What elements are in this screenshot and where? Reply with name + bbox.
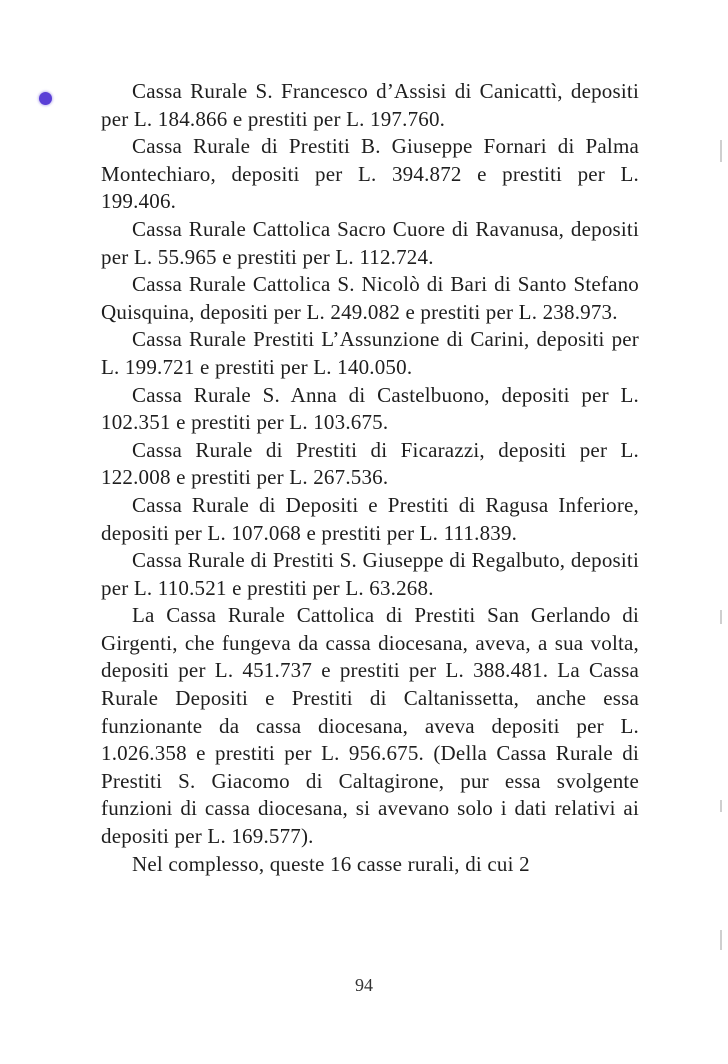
paragraph-ragusa-inferiore: Cassa Rurale di Depositi e Prestiti di Ragusa Inferiore, depositi per L. 107.068 e prestiti per L. 111.839. bbox=[101, 492, 639, 545]
page-edge-mark bbox=[720, 140, 722, 162]
paragraph-carini: Cassa Rurale Prestiti L’Assunzione di Carini, depositi per L. 199.721 e prestiti per L. 140.050. bbox=[101, 327, 639, 379]
paragraph-nel-complesso: Nel complesso, queste 16 casse rurali, di cui 2 bbox=[132, 851, 530, 876]
paragraph-canicatti: Cassa Rurale S. Francesco d’Assisi di Canicattì, depositi per L. 184.866 e prestiti per L. 197.760. bbox=[101, 79, 639, 131]
paragraph-castelbuono: Cassa Rurale S. Anna di Castelbuono, depositi per L. 102.351 e prestiti per L. 103.675. bbox=[101, 382, 639, 435]
body-text bbox=[101, 78, 639, 878]
margin-dot-marker bbox=[39, 92, 52, 105]
paragraph-ravanusa: Cassa Rurale Cattolica Sacro Cuore di Ravanusa, depositi per L. 55.965 e prestiti per L. 112.724. bbox=[101, 216, 639, 269]
paragraph-palma-montechiaro: Cassa Rurale di Prestiti B. Giuseppe Fornari di Palma Montechiaro, depositi per L. 394.872 e prestiti per L. 199.406. bbox=[101, 134, 639, 214]
paragraph-regalbuto: Cassa Rurale di Prestiti S. Giuseppe di Regalbuto, depositi per L. 110.521 e prestiti per L. 63.268. bbox=[101, 548, 639, 600]
page-edge-mark bbox=[720, 800, 722, 812]
paragraph-casse-diocesane: La Cassa Rurale Cattolica di Prestiti San Gerlando di Girgenti, che fungeva da cassa diocesana, aveva, a sua volta, depositi per L. 451.737 e prestiti per L. 388.481. La Cassa Rurale Depositi e Prestiti di Caltanissetta, anche essa funzionante da cassa diocesana, aveva depositi per L. 1.026.358 e prestiti per L. 956.675. (Della Cassa Rurale di Prestiti S. Giacomo di Caltagirone, pur essa svolgente funzioni di cassa diocesana, si avevano solo i dati relativi ai depositi per L. 169.577). bbox=[101, 603, 639, 849]
page-edge-mark bbox=[720, 930, 722, 950]
page-edge-mark bbox=[720, 610, 722, 624]
paragraph-ficarazzi: Cassa Rurale di Prestiti di Ficarazzi, depositi per L. 122.008 e prestiti per L. 267.536. bbox=[101, 437, 639, 490]
page-number: 94 bbox=[355, 975, 373, 995]
paragraph-santo-stefano-quisquina: Cassa Rurale Cattolica S. Nicolò di Bari di Santo Stefano Quisquina, depositi per L. 249.082 e prestiti per L. 238.973. bbox=[101, 272, 639, 324]
